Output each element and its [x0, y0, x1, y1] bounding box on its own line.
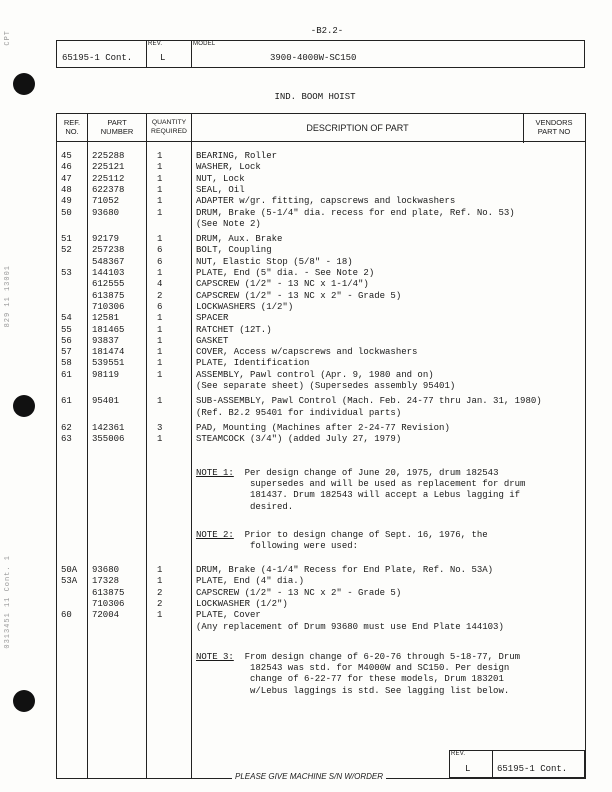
table-row	[56, 576, 586, 587]
table-row	[56, 313, 586, 324]
description-cell: STEAMCOCK (3/4") (added July 27, 1979)	[196, 434, 402, 445]
ref-cell: 61	[61, 369, 72, 380]
model-value: 3900-4000W-SC150	[270, 53, 357, 63]
table-row	[56, 219, 586, 230]
col-quantity: QUANTITY REQUIRED	[151, 119, 187, 135]
description-cell: LOCKWASHERS (1/2")	[196, 301, 294, 312]
note-2	[196, 530, 488, 552]
table-row	[56, 370, 586, 381]
note-2-line: following were used:	[250, 541, 359, 552]
description-cell: PLATE, Cover	[196, 610, 261, 621]
part-number-cell: 98119	[92, 369, 120, 380]
table-row	[56, 185, 586, 196]
quantity-cell: 3	[157, 422, 163, 433]
description-cell: (See separate sheet) (Supersedes assembly 95401)	[196, 381, 456, 391]
description-cell: NUT, Lock	[196, 173, 245, 184]
quantity-cell: 1	[157, 207, 163, 218]
table-row	[56, 279, 586, 290]
table-row	[56, 358, 586, 369]
table-row	[56, 174, 586, 185]
description-cell: BEARING, Roller	[196, 151, 278, 161]
table-row	[56, 599, 586, 610]
description-cell: PAD, Mounting (Machines after 2-24-77 Revision)	[196, 422, 450, 433]
note-1-line: Per design change of June 20, 1975, drum 182543	[244, 468, 499, 478]
quantity-cell: 6	[157, 256, 163, 267]
description-cell: DRUM, Aux. Brake	[196, 234, 283, 245]
description-cell: DRUM, Brake (5-1/4" dia. recess for end plate, Ref. No. 53)	[196, 207, 515, 218]
description-cell: NUT, Elastic Stop (5/8" - 18)	[196, 256, 353, 267]
ref-cell: 47	[61, 173, 72, 184]
part-number-cell: 613875	[92, 290, 125, 301]
quantity-cell: 2	[157, 587, 163, 598]
description-cell: DRUM, Brake (4-1/4" Recess for End Plate, Ref. No. 53A)	[196, 565, 494, 575]
ref-cell: 48	[61, 184, 72, 195]
table-row	[56, 291, 586, 302]
ref-cell: 53	[61, 268, 72, 278]
margin-text-middle: 829 11 13001	[4, 265, 12, 328]
quantity-cell: 1	[157, 151, 163, 161]
table-row	[56, 396, 586, 407]
table-row	[56, 565, 586, 576]
quantity-cell: 1	[157, 565, 163, 575]
description-cell: PLATE, Identification	[196, 358, 310, 369]
quantity-cell: 4	[157, 279, 163, 290]
quantity-cell: 1	[157, 369, 163, 380]
table-row	[56, 302, 586, 313]
note-1	[196, 468, 525, 513]
quantity-cell: 1	[157, 324, 163, 335]
description-cell: (See Note 2)	[196, 218, 261, 229]
footer-text: PLEASE GIVE MACHINE S/N W/ORDER	[232, 772, 386, 781]
note-2-label: NOTE 2:	[196, 530, 234, 540]
ref-cell: 55	[61, 324, 72, 335]
table-row	[56, 434, 586, 445]
table-row	[56, 423, 586, 434]
quantity-cell: 1	[157, 196, 163, 207]
table-row	[56, 408, 586, 419]
quantity-cell: 1	[157, 347, 163, 358]
part-number-cell: 12581	[92, 313, 120, 324]
part-number-cell: 355006	[92, 434, 125, 445]
quantity-cell: 1	[157, 162, 163, 173]
note-1-line: supersedes and will be used as replacement for drum	[250, 479, 526, 490]
part-number-cell: 93837	[92, 335, 120, 346]
ref-cell: 63	[61, 434, 72, 445]
table-row	[56, 234, 586, 245]
note-2-line: Prior to design change of Sept. 16, 1976, the	[244, 530, 488, 540]
part-number-cell: 710306	[92, 301, 125, 312]
quantity-cell: 1	[157, 610, 163, 621]
col-ref-no: REF. NO.	[63, 118, 81, 136]
part-number-cell: 92179	[92, 234, 120, 245]
ref-cell: 61	[61, 396, 72, 407]
rev-label: REV.	[148, 41, 163, 47]
description-cell: SPACER	[196, 313, 229, 324]
section-title: IND. BOOM HOIST	[274, 92, 356, 102]
table-row	[56, 610, 586, 621]
note-3-line: From design change of 6-20-76 through 5-18-77, Drum	[244, 652, 521, 662]
note-3-label: NOTE 3:	[196, 652, 234, 662]
note-3-line: w/Lebus laggings is std. See lagging list below.	[250, 685, 510, 696]
description-cell: (Ref. B2.2 95401 for individual parts)	[196, 407, 402, 418]
quantity-cell: 1	[157, 358, 163, 369]
part-number-cell: 17328	[92, 576, 120, 587]
description-cell: ASSEMBLY, Pawl control (Apr. 9, 1980 and on)	[196, 369, 434, 380]
ref-cell: 60	[61, 610, 72, 621]
quantity-cell: 1	[157, 335, 163, 346]
table-row	[56, 325, 586, 336]
part-number-cell: 710306	[92, 598, 125, 609]
table-row	[56, 268, 586, 279]
description-cell: PLATE, End (4" dia.)	[196, 576, 305, 587]
part-number-cell: 142361	[92, 422, 125, 433]
col-description: DESCRIPTION OF PART	[306, 123, 409, 133]
part-number-cell: 144103	[92, 268, 125, 278]
part-number-cell: 181465	[92, 324, 125, 335]
description-cell: COVER, Access w/capscrews and lockwashers	[196, 347, 418, 358]
ref-cell: 53A	[61, 576, 78, 587]
part-number-cell: 539551	[92, 358, 125, 369]
part-number-cell: 225288	[92, 151, 125, 161]
page-number: -B2.2-	[310, 26, 344, 36]
ref-cell: 58	[61, 358, 72, 369]
ref-cell: 50	[61, 207, 72, 218]
quantity-cell: 1	[157, 234, 163, 245]
description-cell: ADAPTER w/gr. fitting, capscrews and lockwashers	[196, 196, 456, 207]
ref-cell: 62	[61, 422, 72, 433]
description-cell: LOCKWASHER (1/2")	[196, 598, 288, 609]
part-number-cell: 257238	[92, 245, 125, 256]
description-cell: BOLT, Coupling	[196, 245, 272, 256]
table-row	[56, 196, 586, 207]
table-row	[56, 257, 586, 268]
table-row	[56, 151, 586, 162]
description-cell: CAPSCREW (1/2" - 13 NC x 2" - Grade 5)	[196, 587, 402, 598]
table-row	[56, 162, 586, 173]
description-cell: SEAL, Oil	[196, 184, 245, 195]
punch-hole	[13, 73, 35, 95]
description-cell: CAPSCREW (1/2" - 13 NC x 1-1/4")	[196, 279, 369, 290]
part-number-cell: 548367	[92, 256, 125, 267]
part-number-cell: 613875	[92, 587, 125, 598]
ref-cell: 46	[61, 162, 72, 173]
footer-rev-value: L	[465, 764, 471, 774]
ref-cell: 49	[61, 196, 72, 207]
part-number-cell: 612555	[92, 279, 125, 290]
description-cell: SUB-ASSEMBLY, Pawl Control (Mach. Feb. 24-77 thru Jan. 31, 1980)	[196, 396, 542, 407]
quantity-cell: 1	[157, 173, 163, 184]
ref-cell: 56	[61, 335, 72, 346]
table-row	[56, 381, 586, 392]
description-cell: WASHER, Lock	[196, 162, 261, 173]
note-1-label: NOTE 1:	[196, 468, 234, 478]
table-row	[56, 588, 586, 599]
table-row	[56, 347, 586, 358]
part-number-cell: 95401	[92, 396, 120, 407]
description-cell: GASKET	[196, 335, 229, 346]
quantity-cell: 1	[157, 396, 163, 407]
description-cell: RATCHET (12T.)	[196, 324, 272, 335]
quantity-cell: 1	[157, 313, 163, 324]
description-cell: CAPSCREW (1/2" - 13 NC x 2" - Grade 5)	[196, 290, 402, 301]
margin-text-top: CPT	[4, 30, 12, 46]
note-1-line: desired.	[250, 501, 294, 512]
ref-cell: 52	[61, 245, 72, 256]
quantity-cell: 6	[157, 245, 163, 256]
doc-number: 65195-1 Cont.	[62, 53, 133, 63]
ref-cell: 50A	[61, 565, 78, 575]
table-row	[56, 245, 586, 256]
table-row	[56, 622, 586, 633]
ref-cell: 45	[61, 151, 72, 161]
table-row	[56, 336, 586, 347]
part-number-cell: 72004	[92, 610, 120, 621]
part-number-cell: 93680	[92, 207, 120, 218]
part-number-cell: 225112	[92, 173, 125, 184]
punch-hole	[13, 395, 35, 417]
description-cell: (Any replacement of Drum 93680 must use End Plate 144103)	[196, 621, 504, 632]
quantity-cell: 1	[157, 184, 163, 195]
quantity-cell: 1	[157, 576, 163, 587]
ref-cell: 57	[61, 347, 72, 358]
quantity-cell: 2	[157, 598, 163, 609]
part-number-cell: 93680	[92, 565, 120, 575]
quantity-cell: 1	[157, 268, 163, 278]
quantity-cell: 2	[157, 290, 163, 301]
punch-hole	[13, 690, 35, 712]
quantity-cell: 1	[157, 434, 163, 445]
part-number-cell: 181474	[92, 347, 125, 358]
ref-cell: 54	[61, 313, 72, 324]
col-vendors: VENDORS PART NO	[535, 118, 573, 136]
part-number-cell: 225121	[92, 162, 125, 173]
description-cell: PLATE, End (5" dia. - See Note 2)	[196, 268, 375, 278]
quantity-cell: 6	[157, 301, 163, 312]
col-part-number: PART NUMBER	[100, 118, 134, 136]
part-number-cell: 71052	[92, 196, 120, 207]
note-3-line: 182543 was std. for M4000W and SC150. Per design	[250, 663, 510, 674]
margin-text-lower: 0313451 11 Cont. 1	[4, 555, 12, 649]
note-1-line: 181437. Drum 182543 will accept a Lebus lagging if	[250, 490, 521, 501]
part-number-cell: 622378	[92, 184, 125, 195]
rev-value: L	[160, 53, 166, 63]
footer-doc-number: 65195-1 Cont.	[497, 764, 568, 774]
note-3-line: change of 6-22-77 for these models, Drum 183201	[250, 674, 504, 685]
footer-rev-label: REV.	[451, 751, 466, 757]
ref-cell: 51	[61, 234, 72, 245]
note-3	[196, 652, 520, 697]
model-label: MODEL	[193, 41, 216, 47]
table-row	[56, 208, 586, 219]
